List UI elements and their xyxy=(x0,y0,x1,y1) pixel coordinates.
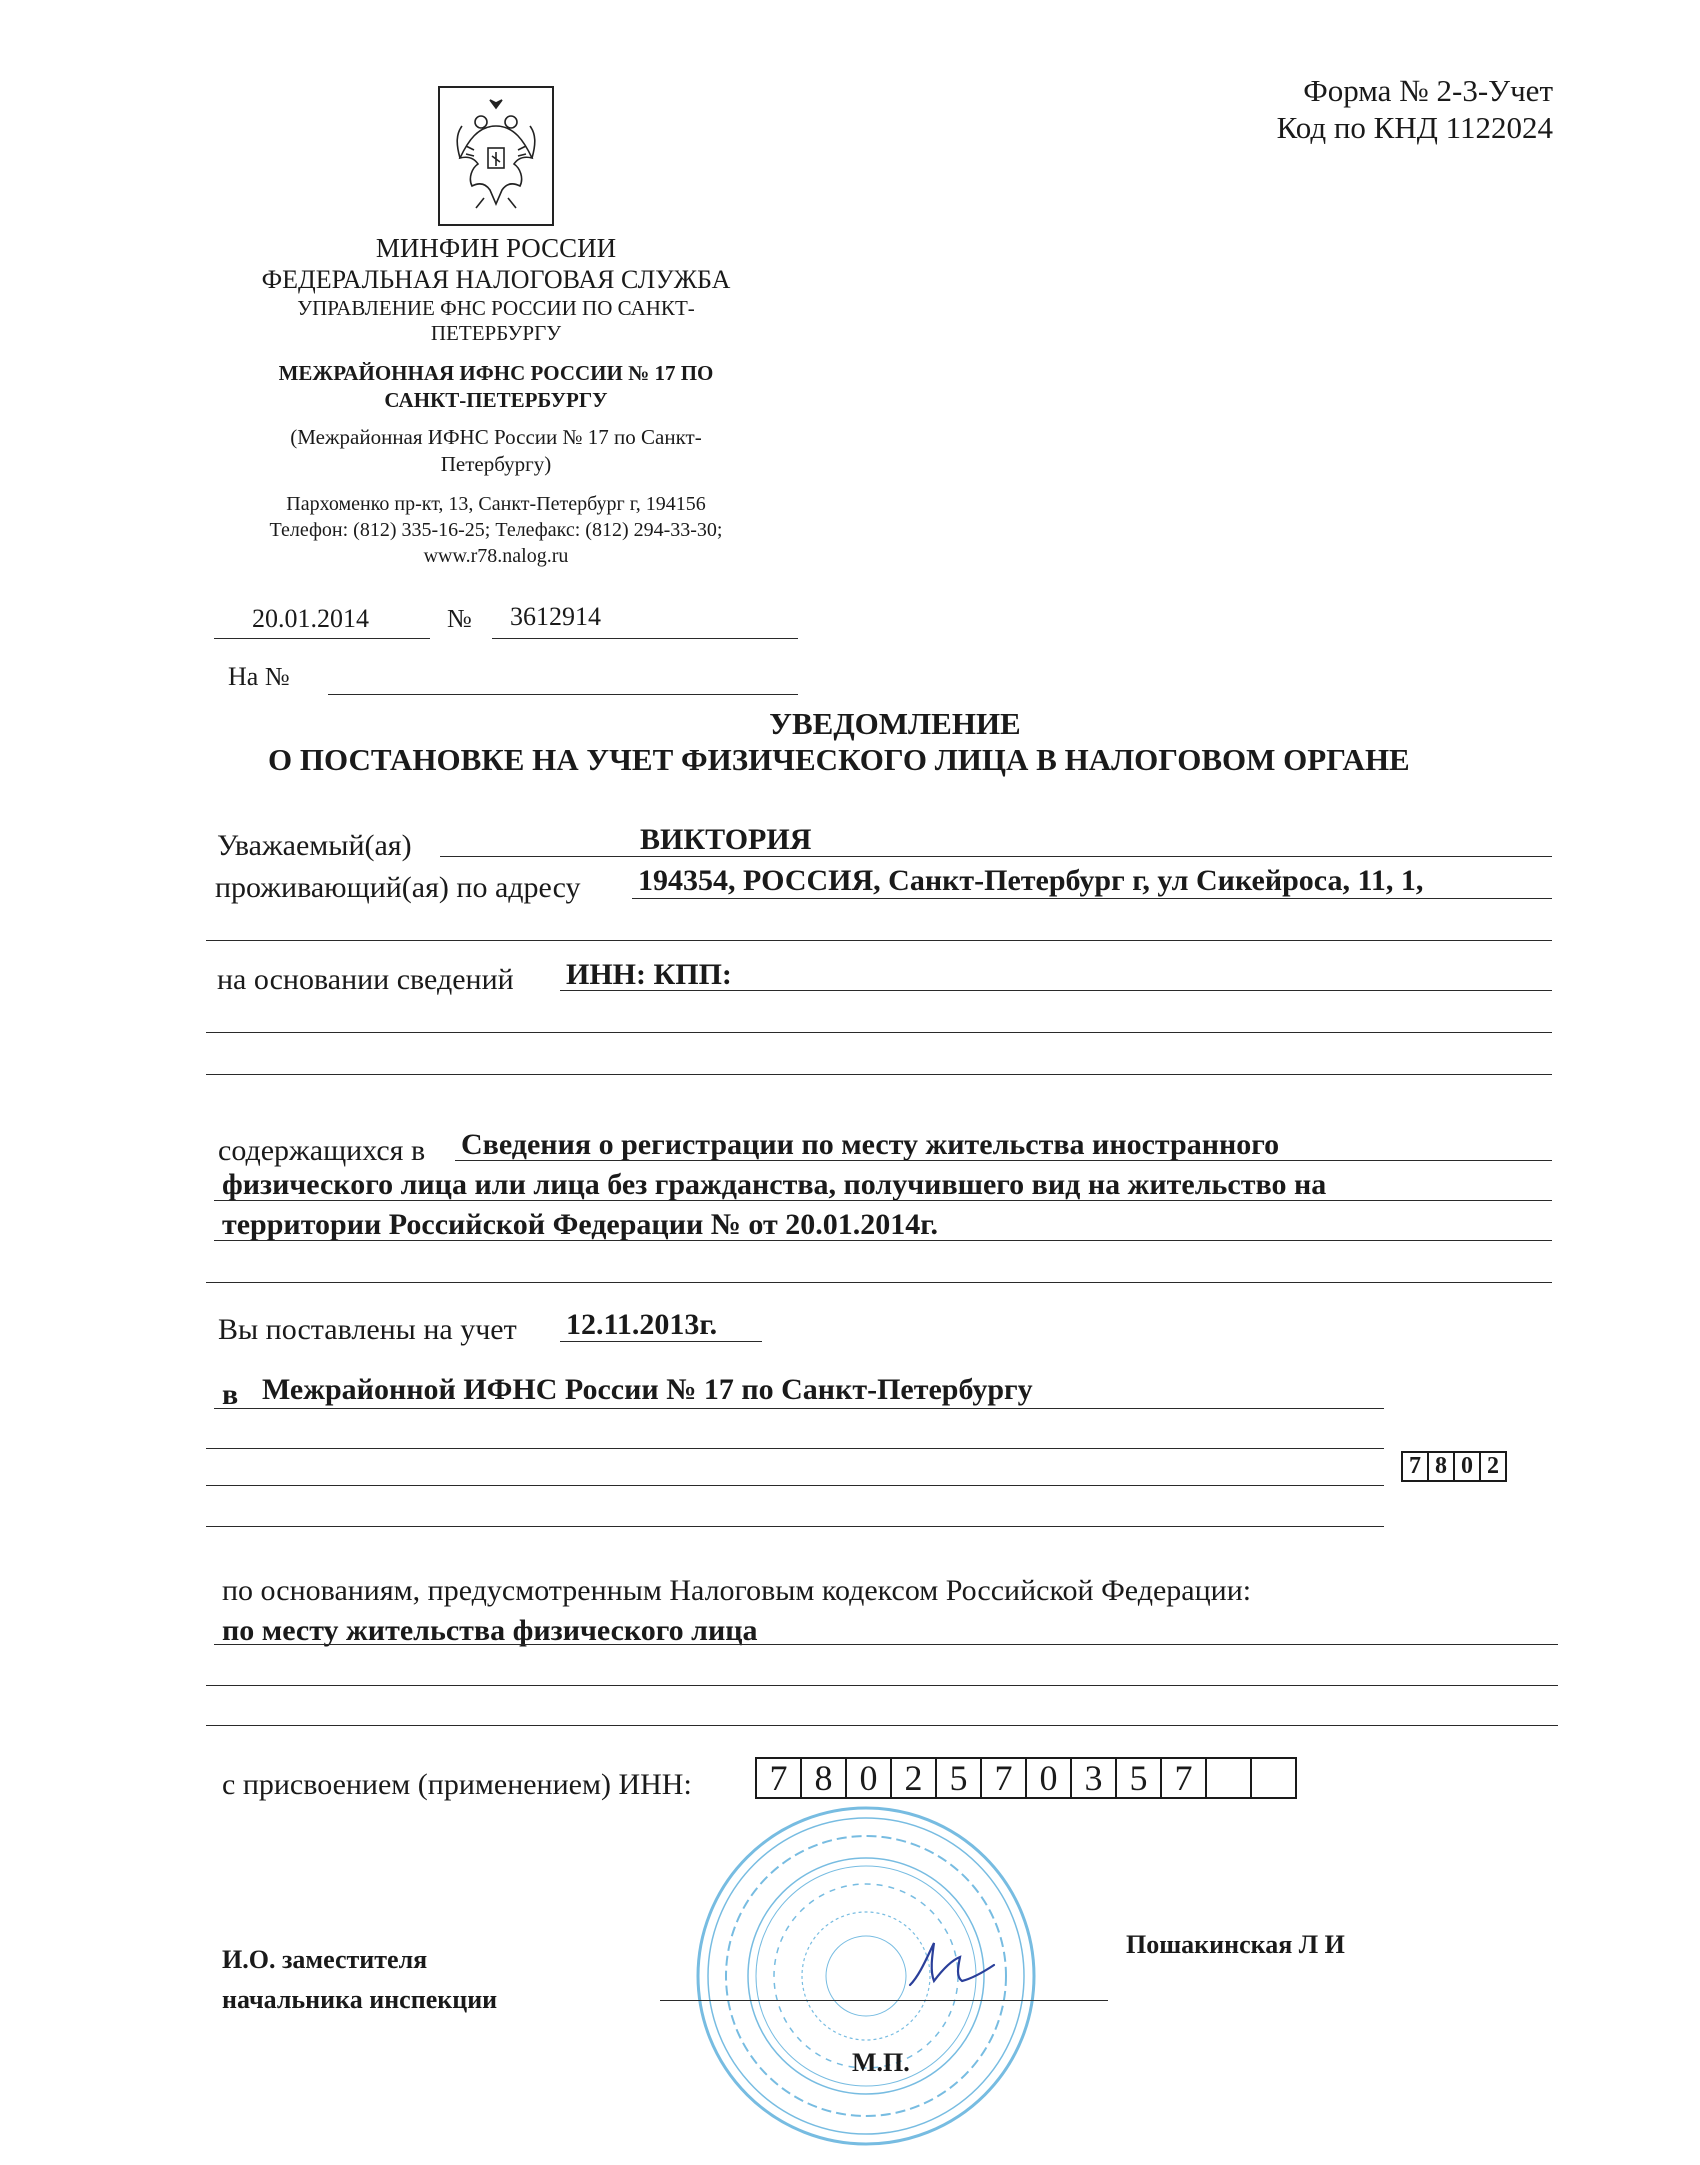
form-number: Форма № 2-3-Учет xyxy=(1303,73,1553,108)
coat-of-arms-emblem xyxy=(438,86,554,226)
inn-digit: 2 xyxy=(890,1757,937,1799)
recipient-address: 194354, РОССИЯ, Санкт-Петербург г, ул Сикейроса, 11, 1, xyxy=(638,864,1424,897)
basis-extra-line-1 xyxy=(206,1032,1552,1033)
name-underline xyxy=(440,856,1552,857)
doc-number: 3612914 xyxy=(510,602,601,631)
knd-code: Код по КНД 1122024 xyxy=(1276,110,1553,145)
signer-position-line-2: начальника инспекции xyxy=(222,1985,498,2014)
authority-extra-line-3 xyxy=(206,1526,1384,1527)
form-code-block xyxy=(1277,72,1553,146)
signer-name: Пошакинская Л И xyxy=(1126,1930,1345,1959)
authority-extra-line-1 xyxy=(206,1448,1384,1449)
reference-label: На № xyxy=(228,662,290,691)
authority-code-digit: 0 xyxy=(1453,1451,1481,1482)
inn-digit: 8 xyxy=(800,1757,847,1799)
basis-underline xyxy=(560,990,1552,991)
grounds-extra-line-1 xyxy=(206,1685,1558,1686)
authority-underline xyxy=(214,1408,1384,1409)
contained-underline-1 xyxy=(455,1160,1552,1161)
inn-digit xyxy=(1205,1757,1252,1799)
doc-date: 20.01.2014 xyxy=(252,604,369,633)
authority-code-boxes xyxy=(1403,1451,1507,1482)
contained-line-1: Сведения о регистрации по месту жительства иностранного xyxy=(461,1128,1280,1161)
contained-line-3: территории Российской Федерации № от 20.01.2014г. xyxy=(222,1208,939,1241)
address-line-1: Пархоменко пр-кт, 13, Санкт-Петербург г, 194156 xyxy=(286,493,706,515)
grounds-underline xyxy=(214,1644,1558,1645)
stamp-place-label: М.П. xyxy=(852,2048,910,2077)
inn-digit: 5 xyxy=(1115,1757,1162,1799)
inn-digit: 7 xyxy=(1160,1757,1207,1799)
short-name-line-2: Петербургу) xyxy=(440,452,552,476)
registered-label: Вы поставлены на учет xyxy=(218,1313,517,1346)
reference-underline xyxy=(328,694,798,695)
inspection-line-1: МЕЖРАЙОННАЯ ИФНС РОССИИ № 17 ПО xyxy=(278,361,714,385)
inn-digit xyxy=(1250,1757,1297,1799)
department-line-1: УПРАВЛЕНИЕ ФНС РОССИИ ПО САНКТ- xyxy=(297,296,695,320)
authority-code-digit: 2 xyxy=(1479,1451,1507,1482)
contained-line-2: физического лица или лица без гражданства, получившего вид на жительство на xyxy=(222,1168,1327,1201)
address-extra-line xyxy=(206,940,1552,941)
website: www.r78.nalog.ru xyxy=(423,545,569,567)
basis-label: на основании сведений xyxy=(217,963,514,996)
handwritten-signature xyxy=(900,1935,1000,1995)
service-name: ФЕДЕРАЛЬНАЯ НАЛОГОВАЯ СЛУЖБА xyxy=(261,265,731,294)
inn-label: с присвоением (применением) ИНН: xyxy=(222,1768,692,1801)
department-line-2: ПЕТЕРБУРГУ xyxy=(430,321,562,345)
in-label: в xyxy=(222,1378,239,1411)
basis-extra-line-2 xyxy=(206,1074,1552,1075)
inspection-line-2: САНКТ-ПЕТЕРБУРГУ xyxy=(384,388,608,412)
inn-boxes xyxy=(757,1757,1297,1799)
dear-label: Уважаемый(ая) xyxy=(217,829,412,862)
registered-date-underline xyxy=(560,1341,762,1342)
residing-label: проживающий(ая) по адресу xyxy=(215,871,581,904)
basis-value: ИНН: КПП: xyxy=(566,958,732,991)
date-underline xyxy=(214,638,430,639)
address-line-2: Телефон: (812) 335-16-25; Телефакс: (812) 294-33-30; xyxy=(269,519,723,541)
short-name-line-1: (Межрайонная ИФНС России № 17 по Санкт- xyxy=(290,425,702,449)
address-underline xyxy=(632,898,1552,899)
authority-header xyxy=(224,232,768,569)
inn-digit: 0 xyxy=(845,1757,892,1799)
contained-underline-2 xyxy=(214,1200,1552,1201)
signer-position-line-1: И.О. заместителя xyxy=(222,1945,428,1974)
contained-label: содержащихся в xyxy=(218,1134,426,1167)
registered-date: 12.11.2013г. xyxy=(566,1308,718,1341)
ministry-name: МИНФИН РОССИИ xyxy=(375,233,617,263)
number-underline xyxy=(492,638,798,639)
inn-digit: 7 xyxy=(980,1757,1027,1799)
inn-digit: 7 xyxy=(755,1757,802,1799)
authority-code-digit: 7 xyxy=(1401,1451,1429,1482)
contained-extra-line xyxy=(206,1282,1552,1283)
recipient-name: ВИКТОРИЯ xyxy=(640,823,812,856)
inn-digit: 0 xyxy=(1025,1757,1072,1799)
doc-number-label: № xyxy=(447,604,472,633)
authority-code-digit: 8 xyxy=(1427,1451,1455,1482)
inn-digit: 5 xyxy=(935,1757,982,1799)
grounds-label: по основаниям, предусмотренным Налоговым кодексом Российской Федерации: xyxy=(222,1574,1252,1607)
title-line-1: УВЕДОМЛЕНИЕ xyxy=(769,706,1021,741)
title-line-2: О ПОСТАНОВКЕ НА УЧЕТ ФИЗИЧЕСКОГО ЛИЦА В НАЛОГОВОМ ОРГАНЕ xyxy=(268,742,1410,777)
inn-digit: 3 xyxy=(1070,1757,1117,1799)
contained-underline-3 xyxy=(214,1240,1552,1241)
signature-line xyxy=(660,2000,1108,2001)
authority-extra-line-2 xyxy=(206,1485,1384,1486)
registration-authority: Межрайонной ИФНС России № 17 по Санкт-Петербургу xyxy=(262,1373,1033,1406)
grounds-extra-line-2 xyxy=(206,1725,1558,1726)
grounds-value: по месту жительства физического лица xyxy=(222,1614,758,1647)
signer-position xyxy=(222,1940,497,2020)
